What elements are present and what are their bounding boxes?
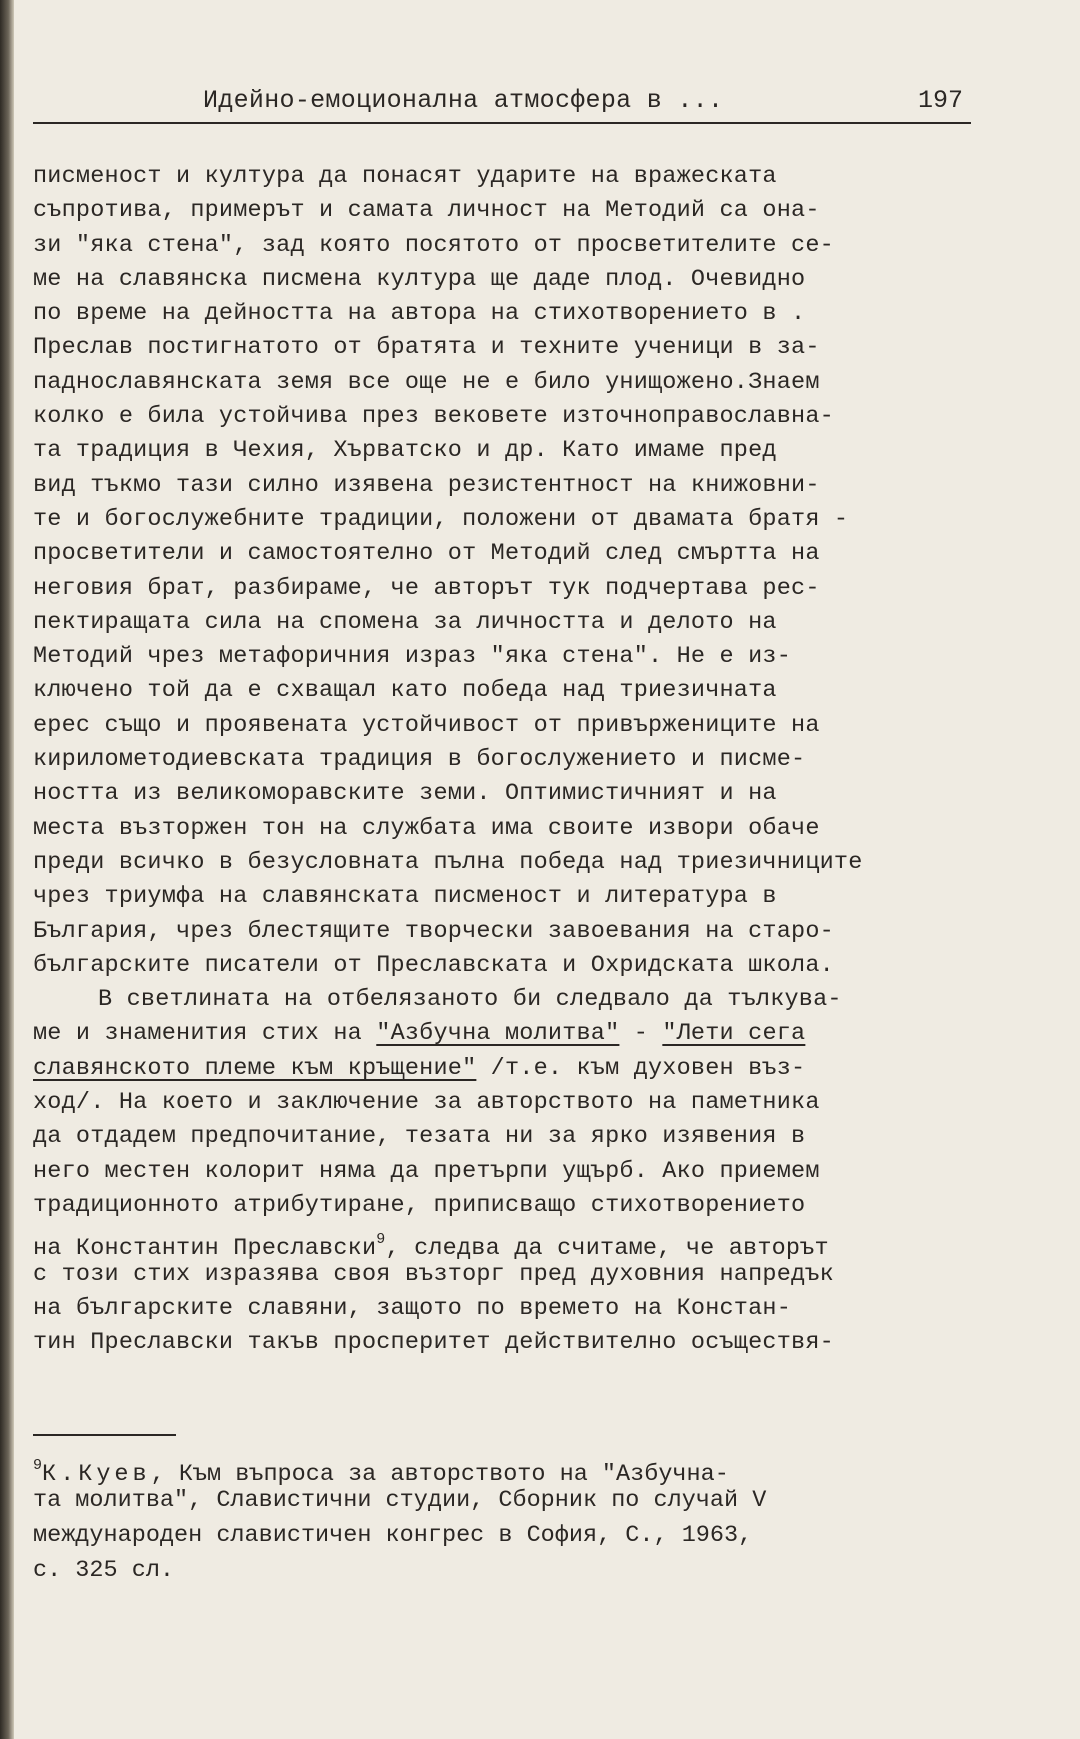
text-span: на Константин Преславски [33,1235,377,1263]
text-span: , следва да считаме, че авторът [385,1235,829,1263]
footnotes [33,1448,993,1588]
text-span: ме и знаменития стих на [33,1020,377,1048]
text-line: ността из великоморавските земи. Оптимистичният и на [33,780,777,808]
text-line [33,1017,998,1051]
text-line: ход/. На което и заключение за авторството на паметника [33,1089,820,1117]
footnote-line [33,1448,993,1488]
text-line: ключено той да е схващал като победа над триезичната [33,677,777,705]
footnote-author: К.Куев [42,1461,151,1488]
text-line: съпротива, примерът и самата личност на Методий са она- [33,197,820,225]
footnote-line: с. 325 сл. [33,1557,175,1584]
text-line: зи "яка стена", зад която посятото от просветителите се- [33,231,834,259]
text-line: пектиращата сила на спомена за личността и делото на [33,608,777,636]
footnote-separator [33,1434,176,1436]
text-span: - [619,1020,663,1048]
text-line: неговия брат, разбираме, че авторът тук подчертава рес- [33,574,820,602]
underlined-quote: "Лети сега [662,1020,806,1048]
text-line: българските писатели от Преславската и Охридската школа. [33,951,834,979]
text-line: писменост и култура да понасят ударите на вражеската [33,163,777,190]
text-line: Преслав постигнатото от братята и техните ученици в за- [33,334,820,362]
underlined-title: "Азбучна молитва" [376,1020,620,1048]
page-number: 197 [917,86,963,115]
text-line: те и богослужебните традиции, положени от двамата братя - [33,505,849,533]
text-span: /т.е. към духовен въз- [476,1054,806,1082]
text-span: , Към въпроса за авторството на "Азбучна- [150,1461,729,1488]
footnote-line: международен славистичен конгрес в София, С., 1963, [33,1522,753,1549]
text-line: ме на славянска писмена култура ще даде плод. Очевидно [33,265,806,293]
text-line: колко е била устойчива през вековете източноправославна- [33,403,834,431]
text-line: България, чрез блестящите творчески завоевания на старо- [33,917,834,945]
running-header [33,86,971,124]
text-line: на българските славяни, защото по времето на Констан- [33,1294,792,1322]
text-line: паднославянската земя все още не е било унищожено.Знаем [33,368,820,396]
text-line [33,1223,998,1263]
text-line: чрез триумфа на славянската писменост и литература в [33,883,777,911]
text-line: да отдадем предпочитание, тезата ни за ярко изявения в [33,1123,806,1151]
text-line: по време на дейността на автора на стихотворението в . [33,300,806,328]
text-line: тин Преславски такъв просперитет действително осъществя- [33,1329,834,1357]
text-line: просветители и самостоятелно от Методий след смъртта на [33,540,820,568]
text-line: него местен колорит няма да претърпи ущърб. Ако приемем [33,1157,820,1185]
text-line: ерес също и проявената устойчивост от привържениците на [33,711,820,739]
footnote-line: та молитва", Славистични студии, Сборник по случай V [33,1487,767,1514]
text-line: традиционното атрибутиране, приписващо стихотворението [33,1191,806,1219]
paragraph-start-line: В светлината на отбелязаното би следвало да тълкува- [98,986,842,1014]
footnote-marker: 9 [33,1457,43,1474]
text-line: кирилометодиевската традиция в богослужението и писме- [33,746,806,774]
book-spine-shadow [0,0,14,1739]
footnote-reference: 9 [376,1231,386,1249]
text-line: с този стих изразява своя възторг пред духовния напредък [33,1260,834,1288]
text-line: места възторжен тон на службата има своите извори обаче [33,814,820,842]
underlined-quote: славянското племе към кръщение" [33,1054,477,1082]
text-line [33,1052,998,1086]
running-title: Идейно-емоционална атмосфера в ... [203,86,724,115]
main-text [33,160,998,1360]
text-line: преди всичко в безусловната пълна победа над триезичниците [33,848,863,876]
text-line: Методий чрез метафоричния израз "яка стена". Не е из- [33,643,792,671]
text-line: вид тъкмо тази силно изявена резистентност на книжовни- [33,471,820,499]
text-line: та традиция в Чехия, Хърватско и др. Като имаме пред [33,437,777,465]
